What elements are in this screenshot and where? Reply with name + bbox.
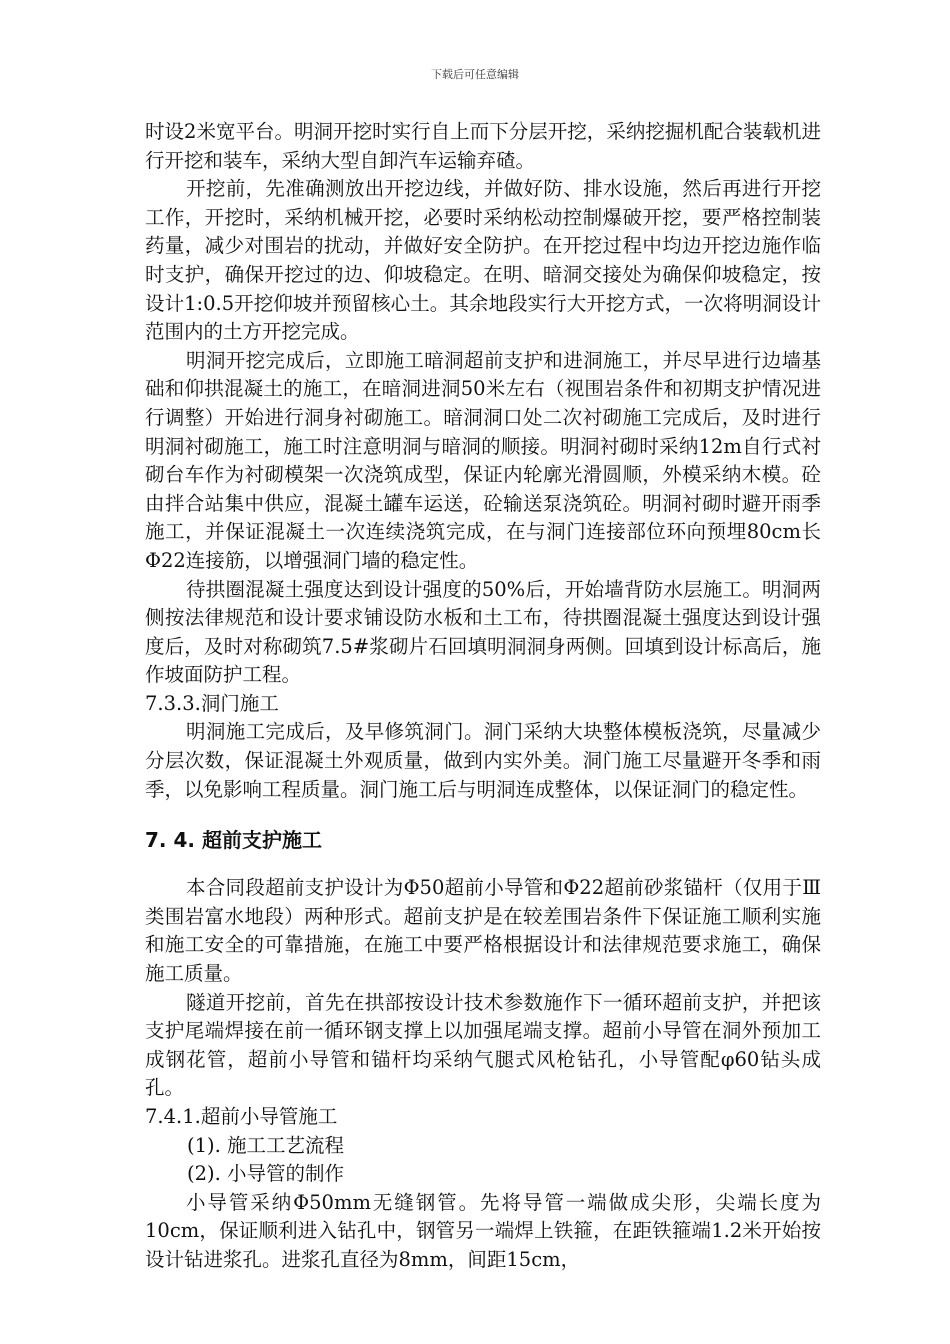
list-item-fabrication: (2). 小导管的制作 (187, 1162, 345, 1186)
paragraph-lining: 明洞开挖完成后，立即施工暗洞超前支护和进洞施工，并尽早进行边墙基础和仰拱混凝土的施工，在暗洞进洞50米左右（视围岩条件和初期支护情况进行调整）开始进行洞身衬砌施工。暗洞洞口处二次衬砌施工完成后，及时进行明洞衬砌施工，施工时注意明洞与暗洞的顺接。明洞衬砌时采纳12m自行式衬砌台车作为衬砌模架一次浇筑成型，保证内轮廓光滑圆顺，外模采纳木模。砼由拌合站集中供应，混凝土罐车运送，砼输送泵浇筑砼。明洞衬砌时避开雨季施工，并保证混凝土一次连续浇筑完成，在与洞门连接部位环向预埋80cm长Φ22连接筋，以增强洞门墙的稳定性。 (145, 348, 821, 572)
section-heading-advance-support: 7. 4. 超前支护施工 (145, 828, 322, 853)
paragraph-excavation: 开挖前，先准确测放出开挖边线，并做好防、排水设施，然后再进行开挖工作，开挖时，采纳机械开挖，必要时采纳松动控制爆破开挖，要严格控制装药量，减少对围岩的扰动，并做好安全防护。在开挖过程中均边开挖边施作临时支护，确保开挖过的边、仰坡稳定。在明、暗洞交接处为确保仰坡稳定，按设计1:0.5开挖仰坡并预留核心土。其余地段实行大开挖方式，一次将明洞设计范围内的土方开挖完成。 (145, 177, 821, 344)
paragraph-support-design: 本合同段超前支护设计为Φ50超前小导管和Φ22超前砂浆锚杆（仅用于Ⅲ类围岩富水地段）两种形式。超前支护是在较差围岩条件下保证施工顺利实施和施工安全的可靠措施，在施工中要严格根据设计和法律规范要求施工，确保施工质量。 (145, 876, 821, 986)
paragraph-support-method: 隧道开挖前，首先在拱部按设计技术参数施作下一循环超前支护，并把该支护尾端焊接在前一循环钢支撑上以加强尾端支撑。超前小导管在洞外预加工成钢花管，超前小导管和锚杆均采纳气腿式风枪钻孔，小导管配φ60钻头成孔。 (145, 990, 821, 1100)
subheading-portal: 7.3.3.洞门施工 (145, 691, 279, 715)
paragraph-pipe-spec: 小导管采纳Φ50mm无缝钢管。先将导管一端做成尖形，尖端长度为10cm，保证顺利进入钻孔中，钢管另一端焊上铁箍，在距铁箍端1.2米开始按设计钻进浆孔。进浆孔直径为8mm，间距15cm， (145, 1190, 821, 1271)
list-item-process: (1). 施工工艺流程 (187, 1133, 345, 1157)
paragraph-portal: 明洞施工完成后，及早修筑洞门。洞门采纳大块整体模板浇筑，尽量减少分层次数，保证混凝土外观质量，做到内实外美。洞门施工尽量避开冬季和雨季，以免影响工程质量。洞门施工后与明洞连成整体，以保证洞门的稳定性。 (145, 720, 821, 801)
paragraph-backfill: 待拱圈混凝土强度达到设计强度的50%后，开始墙背防水层施工。明洞两侧按法律规范和设计要求铺设防水板和土工布，待拱圈混凝土强度达到设计强度后，及时对称砌筑7.5#浆砌片石回填明洞洞身两侧。回填到设计标高后，施作坡面防护工程。 (145, 577, 821, 687)
document-body (145, 118, 821, 1275)
page-header: 下载后可任意编辑 (431, 68, 519, 81)
paragraph-continued: 时设2米宽平台。明洞开挖时实行自上而下分层开挖，采纳挖掘机配合装载机进行开挖和装车，采纳大型自卸汽车运输弃碴。 (145, 120, 821, 172)
subheading-small-pipe: 7.4.1.超前小导管施工 (145, 1105, 338, 1128)
